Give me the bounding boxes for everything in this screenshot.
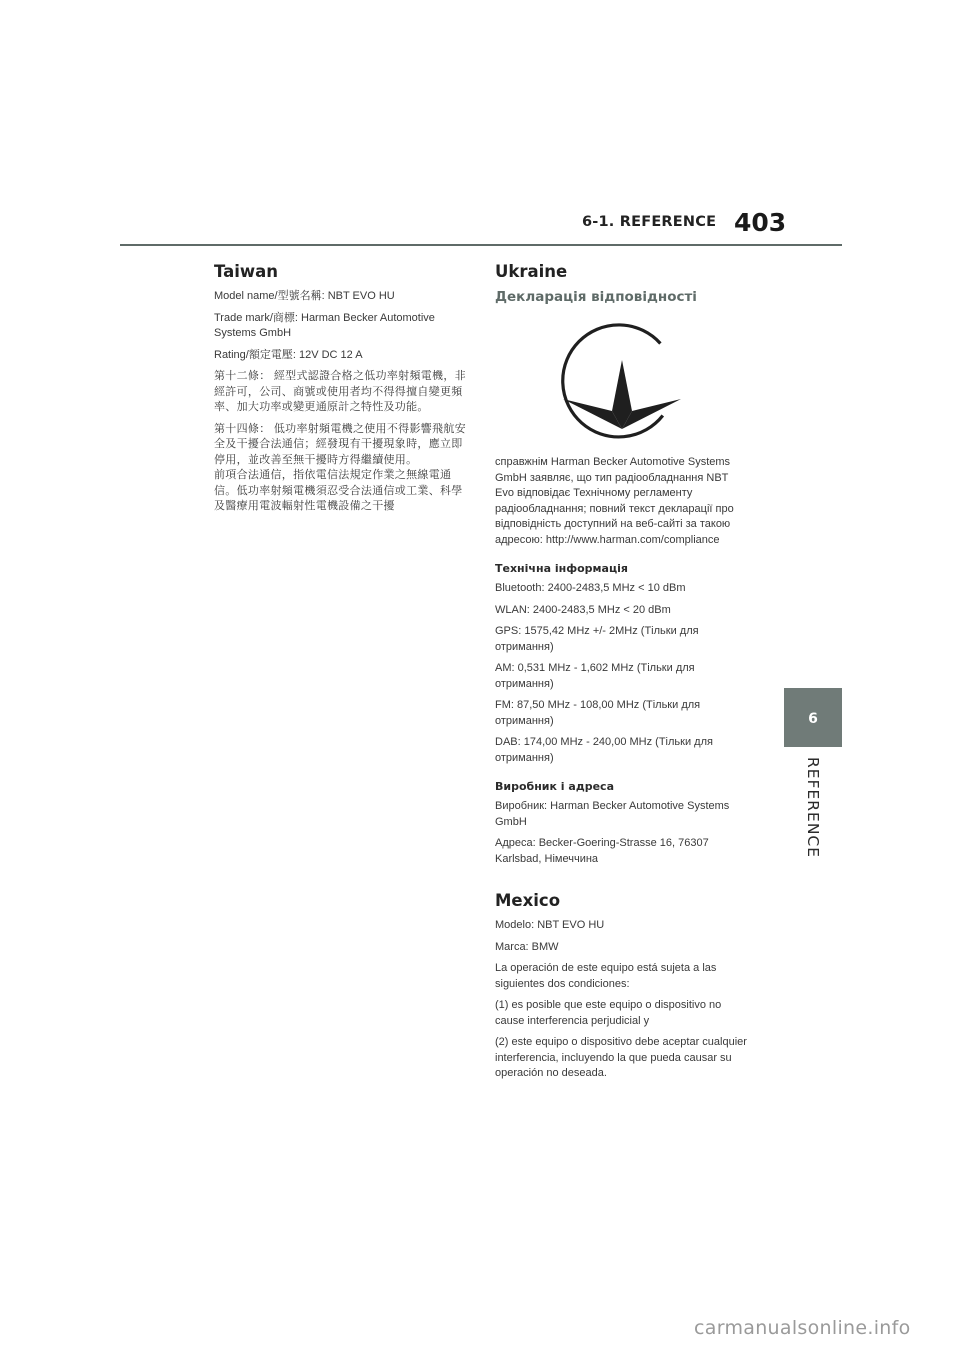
ukraine-subtitle: Декларація відповідності <box>495 289 697 305</box>
watermark-link[interactable]: carmanualsonline.info <box>694 1317 911 1339</box>
tech-gps: GPS: 1575,42 MHz +/- 2MHz (Тільки для отримання) <box>495 625 699 653</box>
manufacturer-name: Виробник: Harman Becker Automotive Systems GmbH <box>495 800 730 828</box>
tech-bluetooth: Bluetooth: 2400-2483,5 MHz < 10 dBm <box>495 582 686 594</box>
section-heading: 6-1. REFERENCE <box>582 214 717 230</box>
mexico-model: Modelo: NBT EVO HU <box>495 919 605 931</box>
ukraine-declaration: справжнім Harman Becker Automotive Systems GmbH заявляє, що тип радіообладнання NBT Evo відповідає Технічному регламенту радіообладнання; повний текст декларації про відповідність доступний на веб-сайті за такою адресою: http://www.harman.com/compliance <box>495 456 734 546</box>
ukraine-tech-heading: Технічна інформація <box>495 562 628 575</box>
tech-dab: DAB: 174,00 MHz - 240,00 MHz (Тільки для отримання) <box>495 736 713 764</box>
mexico-condition-2: (2) este equipo o dispositivo debe aceptar cualquier interferencia, incluyendo la que pueda causar su operación no deseada. <box>495 1036 747 1079</box>
ukraine-title: Ukraine <box>495 262 568 281</box>
taiwan-article-12: 第十二條： 經型式認證合格之低功率射頻電機，非經許可，公司、商號或使用者均不得得擅自變更頻率、加大功率或變更通原計之特性及功能。 <box>214 370 466 413</box>
taiwan-rating: Rating/額定電壓: 12V DC 12 A <box>214 348 363 361</box>
taiwan-section <box>214 262 466 521</box>
taiwan-model-name: Model name/型號名稱: NBT EVO HU <box>214 290 395 302</box>
mexico-brand: Marca: BMW <box>495 940 559 953</box>
mexico-condition-1: (1) es posible que este equipo o dispositivo no cause interferencia perjudicial y <box>495 999 722 1027</box>
mexico-conditions-intro: La operación de este equipo está sujeta a las siguientes dos condiciones: <box>495 962 717 990</box>
page-number: 403 <box>734 208 787 237</box>
chapter-number: 6 <box>808 711 818 727</box>
tech-fm: FM: 87,50 MHz - 108,00 MHz (Тільки для отримання) <box>495 699 701 727</box>
ukraine-manufacturer-heading: Виробник і адреса <box>495 780 614 793</box>
ukrsepro-conformity-mark-icon <box>495 317 750 445</box>
taiwan-article-14: 第十四條： 低功率射頻電機之使用不得影響飛航安全及干擾合法通信；經發現有干擾現象時，應立即停用，並改善至無干擾時方得繼續使用。 <box>214 422 466 466</box>
tech-am: AM: 0,531 MHz - 1,602 MHz (Тільки для отримання) <box>495 662 695 690</box>
right-column <box>495 262 750 1088</box>
tech-wlan: WLAN: 2400-2483,5 MHz < 20 dBm <box>495 603 671 616</box>
chapter-title-vertical: REFERENCE <box>804 757 822 859</box>
mexico-title: Mexico <box>495 891 561 910</box>
header-divider <box>120 244 842 246</box>
taiwan-title: Taiwan <box>214 262 279 281</box>
taiwan-article-14-continued: 前項合法通信，指依電信法規定作業之無線電通信。低功率射頻電機須忍受合法通信或工業、科學及醫療用電波輻射性電機設備之干擾 <box>214 469 463 512</box>
manufacturer-address: Адреса: Becker-Goering-Strasse 16, 76307 Karlsbad, Німеччина <box>495 837 709 865</box>
taiwan-trade-mark: Trade mark/商標: Harman Becker Automotive Systems GmbH <box>214 311 435 339</box>
chapter-tab[interactable] <box>784 688 842 747</box>
